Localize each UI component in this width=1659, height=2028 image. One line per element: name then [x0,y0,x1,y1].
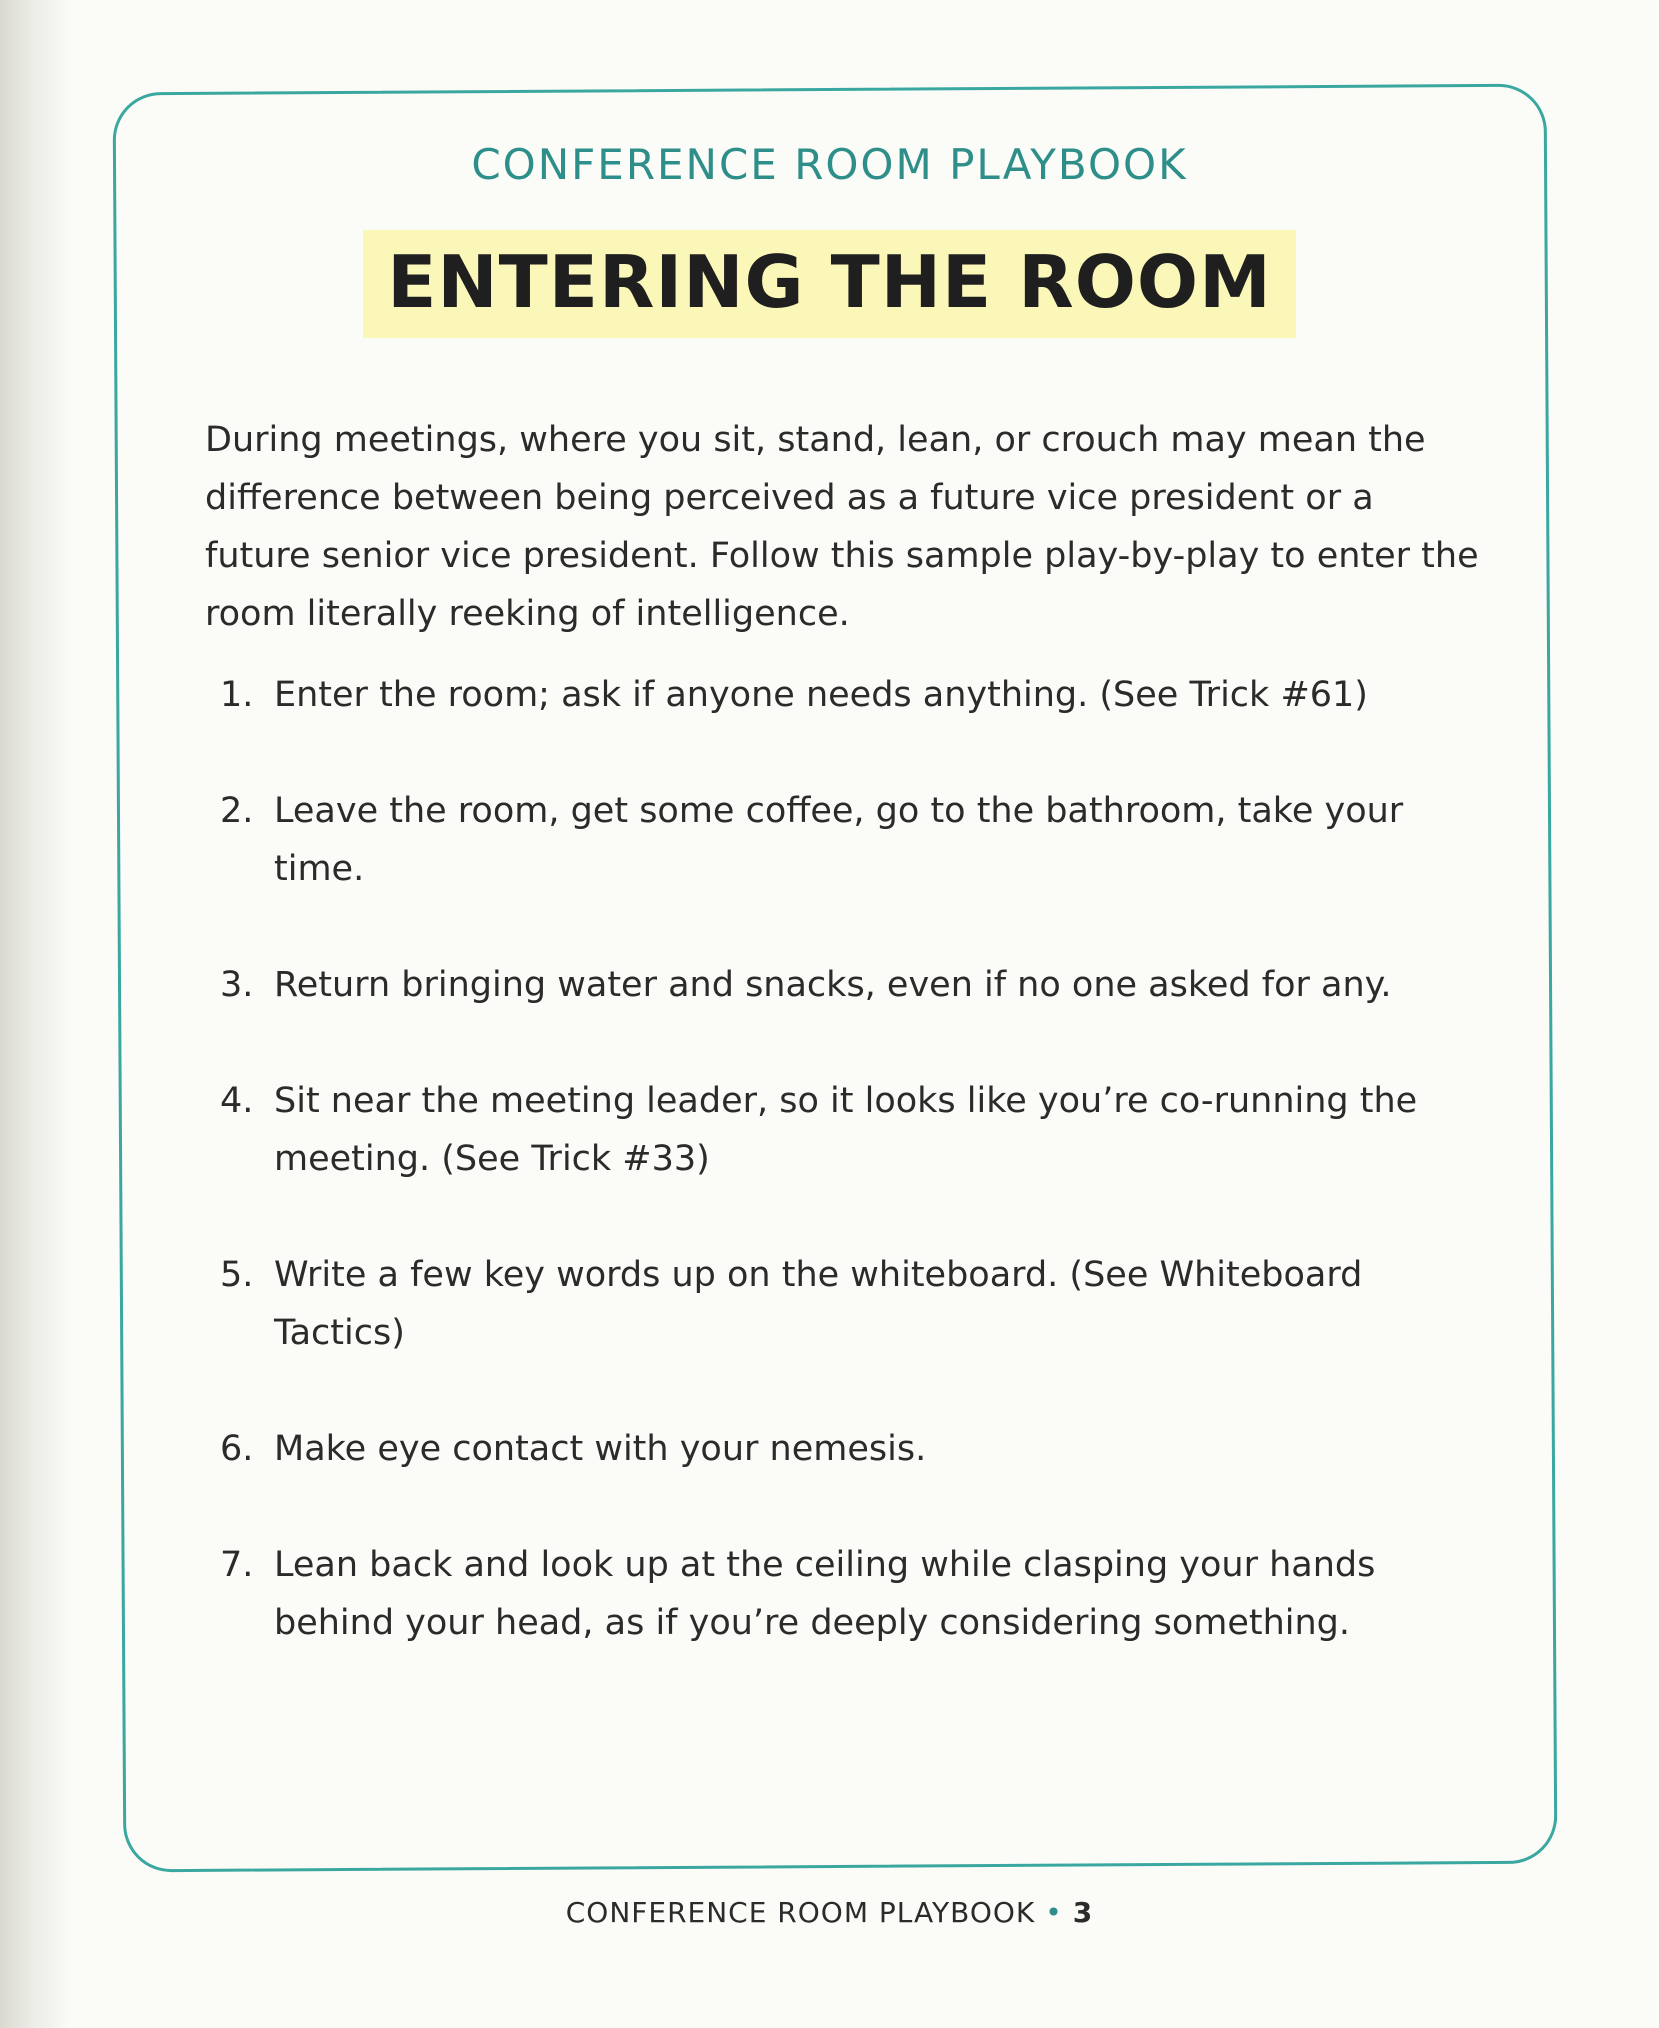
list-item [210,956,1470,1014]
title-container [0,230,1659,338]
footer-separator: • [1045,1896,1063,1929]
step-number: 2. [220,791,254,831]
step-text: Enter the room; ask if anyone needs anything. (See Trick #61) [274,675,1368,715]
step-number: 7. [220,1545,254,1585]
list-item [210,1246,1470,1362]
step-text: Sit near the meeting leader, so it looks like you’re co-running the meeting. (See Trick #33) [274,1081,1418,1179]
list-item [210,782,1470,898]
step-number: 5. [220,1255,254,1295]
list-item [210,1420,1470,1478]
steps-list [210,666,1470,1710]
section-kicker: CONFERENCE ROOM PLAYBOOK [471,140,1188,189]
page-title: ENTERING THE ROOM [363,230,1296,338]
list-item [210,666,1470,724]
intro-paragraph: During meetings, where you sit, stand, lean, or crouch may mean the difference between being perceived as a future vice president or a future senior vice president. Follow this sample play-by-play to enter the room literally reeking of intelligence. [205,420,1479,634]
step-text: Write a few key words up on the whiteboard. (See Whiteboard Tactics) [274,1255,1363,1353]
list-item [210,1536,1470,1652]
list-item [210,1072,1470,1188]
page-footer [0,1896,1659,1929]
step-text: Return bringing water and snacks, even if no one asked for any. [274,965,1392,1005]
step-number: 1. [220,675,254,715]
step-number: 6. [220,1429,254,1469]
page-number: 3 [1072,1896,1094,1929]
step-text: Lean back and look up at the ceiling while clasping your hands behind your head, as if you’re deeply considering something. [274,1545,1376,1643]
footer-running-title: CONFERENCE ROOM PLAYBOOK [565,1896,1036,1929]
step-number: 4. [220,1081,254,1121]
step-text: Make eye contact with your nemesis. [274,1429,927,1469]
step-number: 3. [220,965,254,1005]
step-text: Leave the room, get some coffee, go to the bathroom, take your time. [274,791,1404,889]
